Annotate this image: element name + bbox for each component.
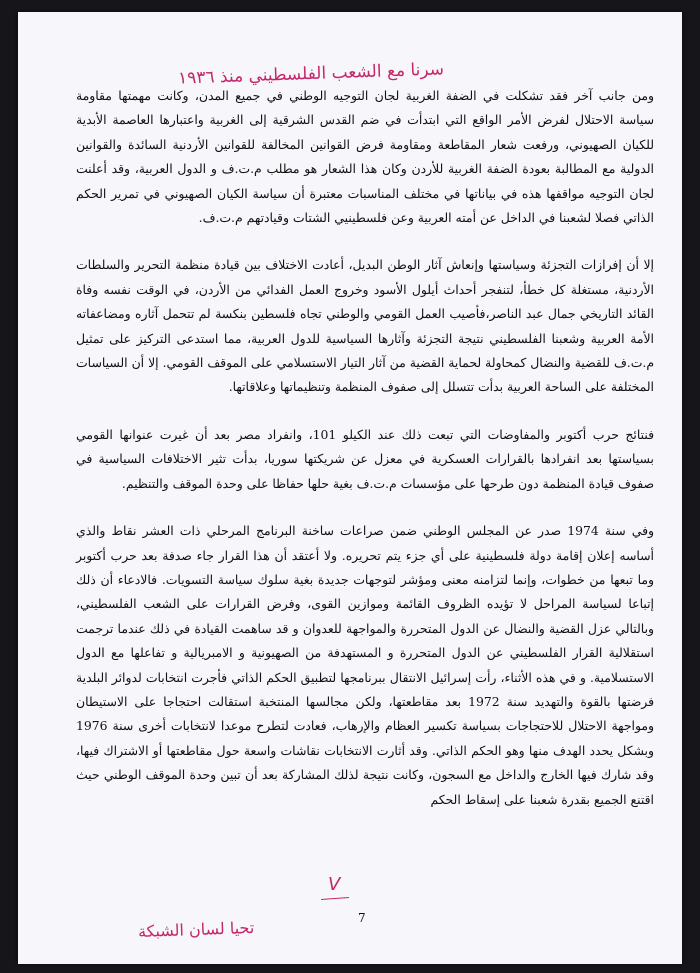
handwritten-check-mark: V: [328, 874, 341, 895]
paragraph-1: ومن جانب آخر فقد تشكلت في الضفة الغربية لجان التوجيه الوطني في جميع المدن، وكانت مهمتها مقاومة سياسة الاحتلال لفرض الأمر الواقع التي ابتدأت في ضم القدس الشرقية إلى الغربية واعتبارها العاصمة الأبدية للكيان الصهيوني، ورفعت شعار المقاطعة ومقاومة فرض القوانين المخالفة للقوانين الأردنية السائدة والقوانين الدولية مع المطالبة بعودة الضفة الغربية للأردن وكان هذا الشعار هو مطلب م.ت.ف و الدول العربية، وقد أعلنت لجان التوجيه مواقفها هذه في بياناتها في مختلف المناسبات معتبرة أن سياسة الكيان الصهيوني في تمرير الحكم الذاتي فصلا لشعبنا في الداخل عن أمته العربية وعن فلسطينيي الشتات وقيادتهم م.ت.ف.: [76, 88, 654, 226]
document-page: [18, 12, 682, 964]
handwritten-underline: [321, 897, 349, 900]
handwritten-top-note: سرنا مع الشعب الفلسطيني منذ ١٩٣٦: [177, 59, 445, 89]
body-text: [76, 84, 654, 812]
paragraph-2: إلا أن إفرازات التجزئة وسياستها وإنعاش آثار الوطن البديل، أعادت الاختلاف بين قيادة منظمة التحرير والسلطات الأردنية، مستغلة كل خطأ، لتنفجر أحداث أيلول الأسود وخروج العمل الفدائي من الأردن، في الوقت نفسه وفاة القائد التاريخي جمال عبد الناصر،فأصيب العمل القومي والوطني تجاه فلسطين بنكسة لم تتحمل آثاره ومضاعفاته الأمة العربية وشعبنا الفلسطيني نتيجة التجزئة وآثارها السياسية للدول العربية، مما استدعى التركيز على تمثيل م.ت.ف للقضية والنضال كمحاولة لحماية القضية من آثار التيار الاستسلامي على الموقف القومي. إلا أن السياسات المختلفة على الساحة العربية بدأت تتسلل إلى صفوف المنظمة وتنظيماتها وعلاقاتها.: [76, 257, 654, 395]
paragraph-4: وفي سنة 1974 صدر عن المجلس الوطني ضمن صراعات ساخنة البرنامج المرحلي ذات العشر نقاط والذي أساسه إعلان إقامة دولة فلسطينية على أي جزء يتم تحريره. ولا أعتقد أن هذا القرار جاء صدفة بعد حرب أكتوبر وما تبعها من خطوات، وإنما لتزامنه معنى ومؤشر لتوجهات جديدة بغية سلوك سياسة التسويات. فالادعاء أن ذلك إتباعا لسياسة المراحل لا تؤيده الظروف القائمة وموازين القوى، وفرض القرارات على الشعب الفلسطيني، وبالتالي عزل القضية والنضال عن الدول المتحررة والمواجهة للعدوان و قد ساهمت القيادة في ذلك عندما ترجمت استقلالية القرار الفلسطيني عن الدول المتحررة و المستهدفة من الصهيونية و الامبريالية و تفاعلها مع الدول الاستسلامية. و في هذه الأثناء، رأت إسرائيل الانتقال ببرنامجها لتطبيق الحكم الذاتي فأجرت انتخابات لدوائر البلدية فرضتها بالقوة والتهديد سنة 1972 بعد مقاطعتها، ولكن مجالسها المنتخبة استقالت احتجاجا على الاستيطان ومواجهة الاحتلال للاحتجاجات بسياسة تكسير العظام والإرهاب، فعادت لتطرح موعدا لانتخابات أخرى سنة 1976 وبشكل يحدد الهدف منها وهو الحكم الذاتي. وقد أثارت الانتخابات نقاشات واسعة حول مقاطعتها أو الاشتراك فيها، وقد شارك فيها الخارج والداخل مع السجون، وكانت نتيجة لذلك المشاركة بعد أن تبين وحدة الموقف الوطني حيث اقتنع الجميع بقدرة شعبنا على إسقاط الحكم: [76, 523, 654, 807]
handwritten-bottom-note: تحيا لسان الشبكة: [137, 917, 255, 942]
paragraph-3: فنتائج حرب أكتوبر والمفاوضات التي تبعت ذلك عند الكيلو 101، وانفراد مصر بعد أن غيرت عنوانها القومي بسياستها بعد انفرادها بالقرارات العسكرية في معزل عن شريكتها سوريا، بدأت تثير الاختلافات السياسية في صفوف قيادة المنظمة دون طرحها على مؤسسات م.ت.ف بغية حلها حفاظا على وحدة الموقف والتنظيم.: [76, 426, 655, 491]
page-number: 7: [358, 911, 366, 925]
